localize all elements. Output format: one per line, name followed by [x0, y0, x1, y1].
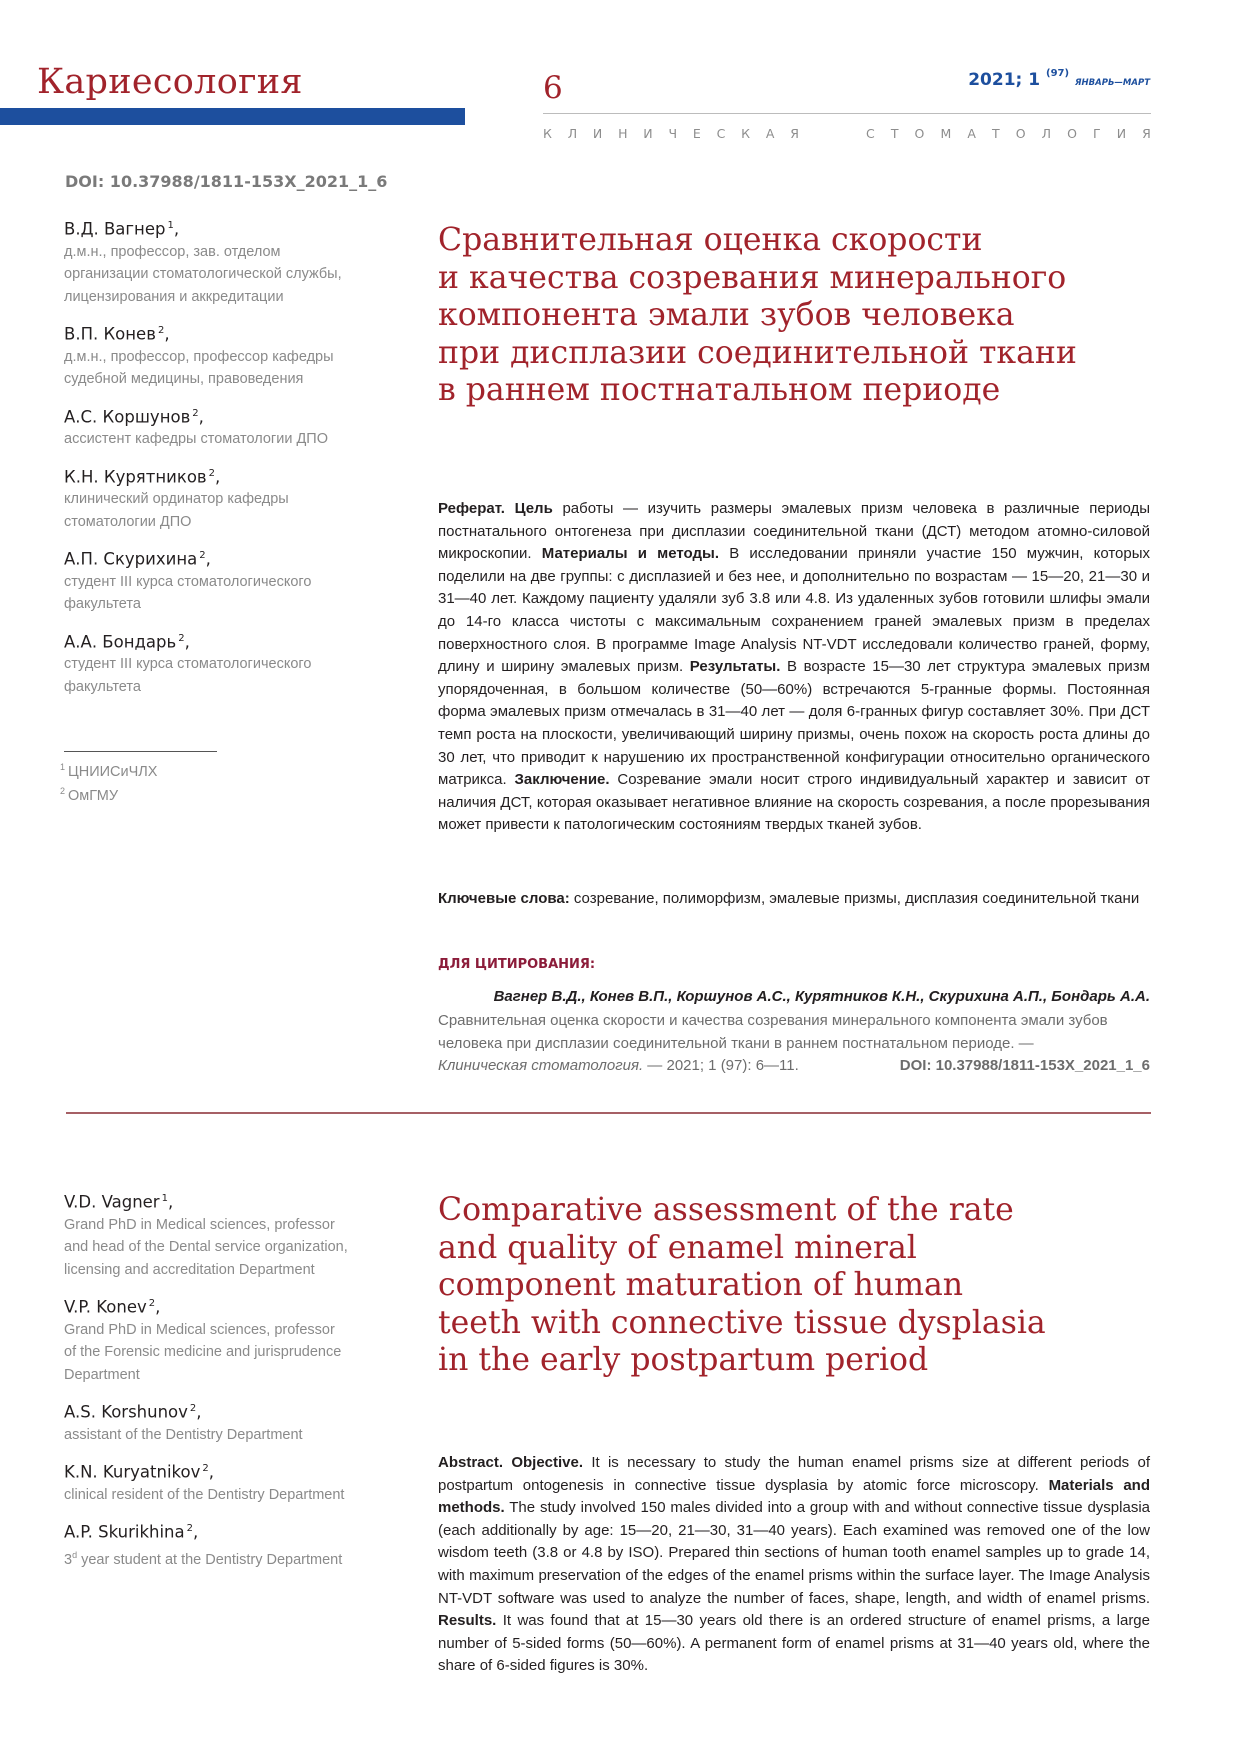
author-name: К.Н. Курятников $^2$,	[64, 467, 221, 486]
journal-letter: С	[866, 126, 875, 141]
issue-months: ЯНВАРЬ—МАРТ	[1075, 78, 1150, 88]
journal-letter: К	[543, 126, 552, 141]
keywords-text: созревание, полиморфизм, эмалевые призмы, дисплазия соединительной ткани	[569, 890, 1140, 907]
journal-name	[543, 126, 1151, 141]
journal-letter: Т	[991, 126, 1000, 141]
journal-letter: Ч	[668, 126, 678, 141]
article-title-ru: Сравнительная оценка скорости и качества созревания минерального компонента эмали зубов человека при дисплазии соединительной ткани в раннем постнатальном периоде	[438, 222, 1077, 408]
author-name: В.Д. Вагнер $^1$,	[64, 219, 180, 239]
section-title: Кариесология	[37, 62, 303, 102]
journal-word-2	[866, 126, 1151, 141]
abstract-en: Abstract. Objective. It is necessary to study the human enamel prisms size at different periods of postpartum ontogenesis in connective tissue dysplasia by atomic force microscopy. Materials and methods. The study involved 150 males divided into a group with and without connective tissue dysplasia (each additionally by age: 15—20, 21—30, 31—40 years). Each examined was removed one of the low wisdom teeth (3.8 or 4.8 by ISO). Prepared thin sections of human tooth enamel samples up to grade 14, with maximum preservation of the edges of the enamel prisms within the surface layer. The Image Analysis NT-VDT software was used to analyze the number of faces, shape, length, and width of enamel prisms. Results. It was found that at 15—30 years old there is an ordered structure of enamel prisms, a large number of 5-sided forms (50—60%). A permanent form of enamel prisms at 31—40 years old, where the share of 6-sided figures is 30%.	[438, 1454, 1150, 1675]
citation-heading: ДЛЯ ЦИТИРОВАНИЯ:	[438, 957, 596, 972]
author-affiliation: Grand PhD in Medical sciences, professor of the Forensic medicine and jurisprudence Department	[64, 1321, 342, 1383]
journal-letter: А	[967, 126, 976, 141]
author-affiliation: ассистент кафедры стоматологии ДПО	[64, 431, 328, 447]
author-affiliation: д.м.н., профессор, профессор кафедры судебной медицины, правоведения	[64, 348, 334, 387]
journal-letter: М	[940, 126, 952, 141]
journal-letter: И	[1116, 126, 1127, 141]
section-bar	[0, 108, 465, 125]
author-name: V.D. Vagner $^1$,	[64, 1192, 174, 1212]
issue-label	[968, 70, 1150, 90]
citation-journal: Клиническая стоматология.	[438, 1057, 644, 1075]
authors-en	[64, 1187, 409, 1582]
journal-letter: О	[1015, 126, 1026, 141]
abstract-ru: Реферат. Цель работы — изучить размеры эмалевых призм человека в различные периоды постнатального онтогенеза при дисплазии соединительной ткани (ДСТ) методом атомно-силовой микроскопии. Материалы и методы. В исследовании приняли участие 150 мужчин, которых поделили на две группы: с дисплазией и без нее, и дополнительно по возрастам — 15—20, 21—30 и 31—40 лет. Каждому пациенту удаляли зуб 3.8 или 4.8. Из удаленных зубов готовили шлифы эмали до 14-го класса чистоты с максимальным сохранением граней эмалевых призм в пределах поверхностного слоя. В программе Image Analysis NT-VDT исследовали количество граней, форму, длину и ширину эмалевых призм. Результаты. В возрасте 15—30 лет структура эмалевых призм упорядоченная, в большом количестве (50—60%) встречаются 5-гранные формы. Постоянная форма эмалевых призм отмечалась в 31—40 лет — доля 6-гранных фигур составляет 30%. При ДСТ темп роста на плоскости, увеличивающий ширину призмы, очень похож на скорость роста длины до 30 лет, что приводит к нарушению их пространственной конфигурации относительно органического матрикса. Заключение. Созревание эмали носит строго индивидуальный характер и зависит от наличия ДСТ, которая оказывает негативное влияние на скорость созревания, а после прорезывания может привести к патологическим состояниям твердых тканей зубов.	[438, 500, 1151, 834]
author	[64, 1397, 409, 1446]
authors-ru	[64, 214, 409, 709]
journal-letter: О	[914, 126, 925, 141]
journal-letter: С	[716, 126, 726, 141]
footnote-rule	[64, 751, 217, 752]
journal-letter: И	[643, 126, 653, 141]
author	[64, 1517, 409, 1571]
author-name: А.П. Скурихина $^2$,	[64, 549, 211, 569]
author	[64, 1292, 409, 1386]
author	[64, 627, 409, 699]
journal-letter: Л	[567, 126, 578, 141]
issue-year: 2021; 1	[968, 70, 1041, 90]
author-affiliation: assistant of the Dentistry Department	[64, 1426, 303, 1443]
author	[64, 1457, 409, 1506]
journal-letter: К	[741, 126, 750, 141]
keywords-label: Ключевые слова:	[438, 890, 570, 907]
citation-authors: Вагнер В.Д., Конев В.П., Коршунов А.С., Курятников К.Н., Скурихина А.П., Бондарь А.А.	[493, 988, 1150, 1005]
doi: DOI: 10.37988/1811-153X_2021_1_6	[65, 172, 388, 191]
author	[64, 544, 409, 616]
institution-1: $^1$ ЦНИИСиЧЛХ	[60, 762, 158, 780]
author-affiliation: Grand PhD in Medical sciences, professor and head of the Dental service organization, licensing and accreditation Department	[64, 1216, 348, 1278]
header-rule	[543, 113, 1151, 114]
author-affiliation: клинический ординатор кафедры стоматологии ДПО	[64, 491, 289, 530]
citation-text: Сравнительная оценка скорости и качества созревания минерального компонента эмали зубов человека при дисплазии соединительной ткани в раннем постнатальном периоде. — Клиническая стоматология. — 2021; 1 (97): 6—11. DOI: 10.37988/1811-153X_2021_1_6	[438, 1010, 1150, 1078]
keywords	[438, 888, 1150, 911]
citation-doi: DOI: 10.37988/1811-153X_2021_1_6	[899, 1057, 1150, 1075]
author-name: А.А. Бондарь $^2$,	[64, 632, 190, 651]
issue-number: (97)	[1046, 68, 1070, 79]
author-affiliation: clinical resident of the Dentistry Department	[64, 1486, 345, 1503]
author-name: A.S. Korshunov $^2$,	[64, 1402, 202, 1422]
author-name: K.N. Kuryatnikov $^2$,	[64, 1462, 214, 1482]
author	[64, 319, 409, 391]
journal-letter: Я	[790, 126, 799, 141]
author	[64, 402, 409, 451]
author	[64, 1187, 409, 1281]
journal-letter: Л	[1041, 126, 1052, 141]
journal-word-1	[543, 126, 799, 141]
journal-letter: Е	[692, 126, 701, 141]
author-affiliation: 3$^d$ year student at the Dentistry Department	[64, 1549, 343, 1568]
author-name: В.П. Конев $^2$,	[64, 324, 170, 344]
author-name: V.P. Konev $^2$,	[64, 1297, 161, 1317]
institution-2: $^2$ ОмГМУ	[60, 786, 119, 804]
journal-letter: Г	[1093, 126, 1101, 141]
author-affiliation: д.м.н., профессор, зав. отделом организации стоматологической службы, лицензирования и аккредитации	[64, 243, 342, 305]
page-number: 6	[543, 70, 563, 106]
author-affiliation: студент III курса стоматологического факультета	[64, 573, 312, 612]
journal-letter: А	[765, 126, 775, 141]
author-affiliation: студент III курса стоматологического факультета	[64, 656, 312, 695]
journal-letter: И	[592, 126, 603, 141]
author-name: A.P. Skurikhina $^2$,	[64, 1522, 199, 1542]
author	[64, 462, 409, 534]
journal-letter: Н	[618, 126, 628, 141]
journal-letter: Т	[890, 126, 899, 141]
article-title-en: Comparative assessment of the rate and quality of enamel mineral component maturation of human teeth with connective tissue dysplasia in the early postpartum period	[438, 1192, 1046, 1378]
section-divider	[66, 1112, 1151, 1114]
journal-letter: Я	[1142, 126, 1151, 141]
author	[64, 214, 409, 308]
journal-letter: О	[1067, 126, 1077, 141]
author-name: А.С. Коршунов $^2$,	[64, 407, 204, 426]
